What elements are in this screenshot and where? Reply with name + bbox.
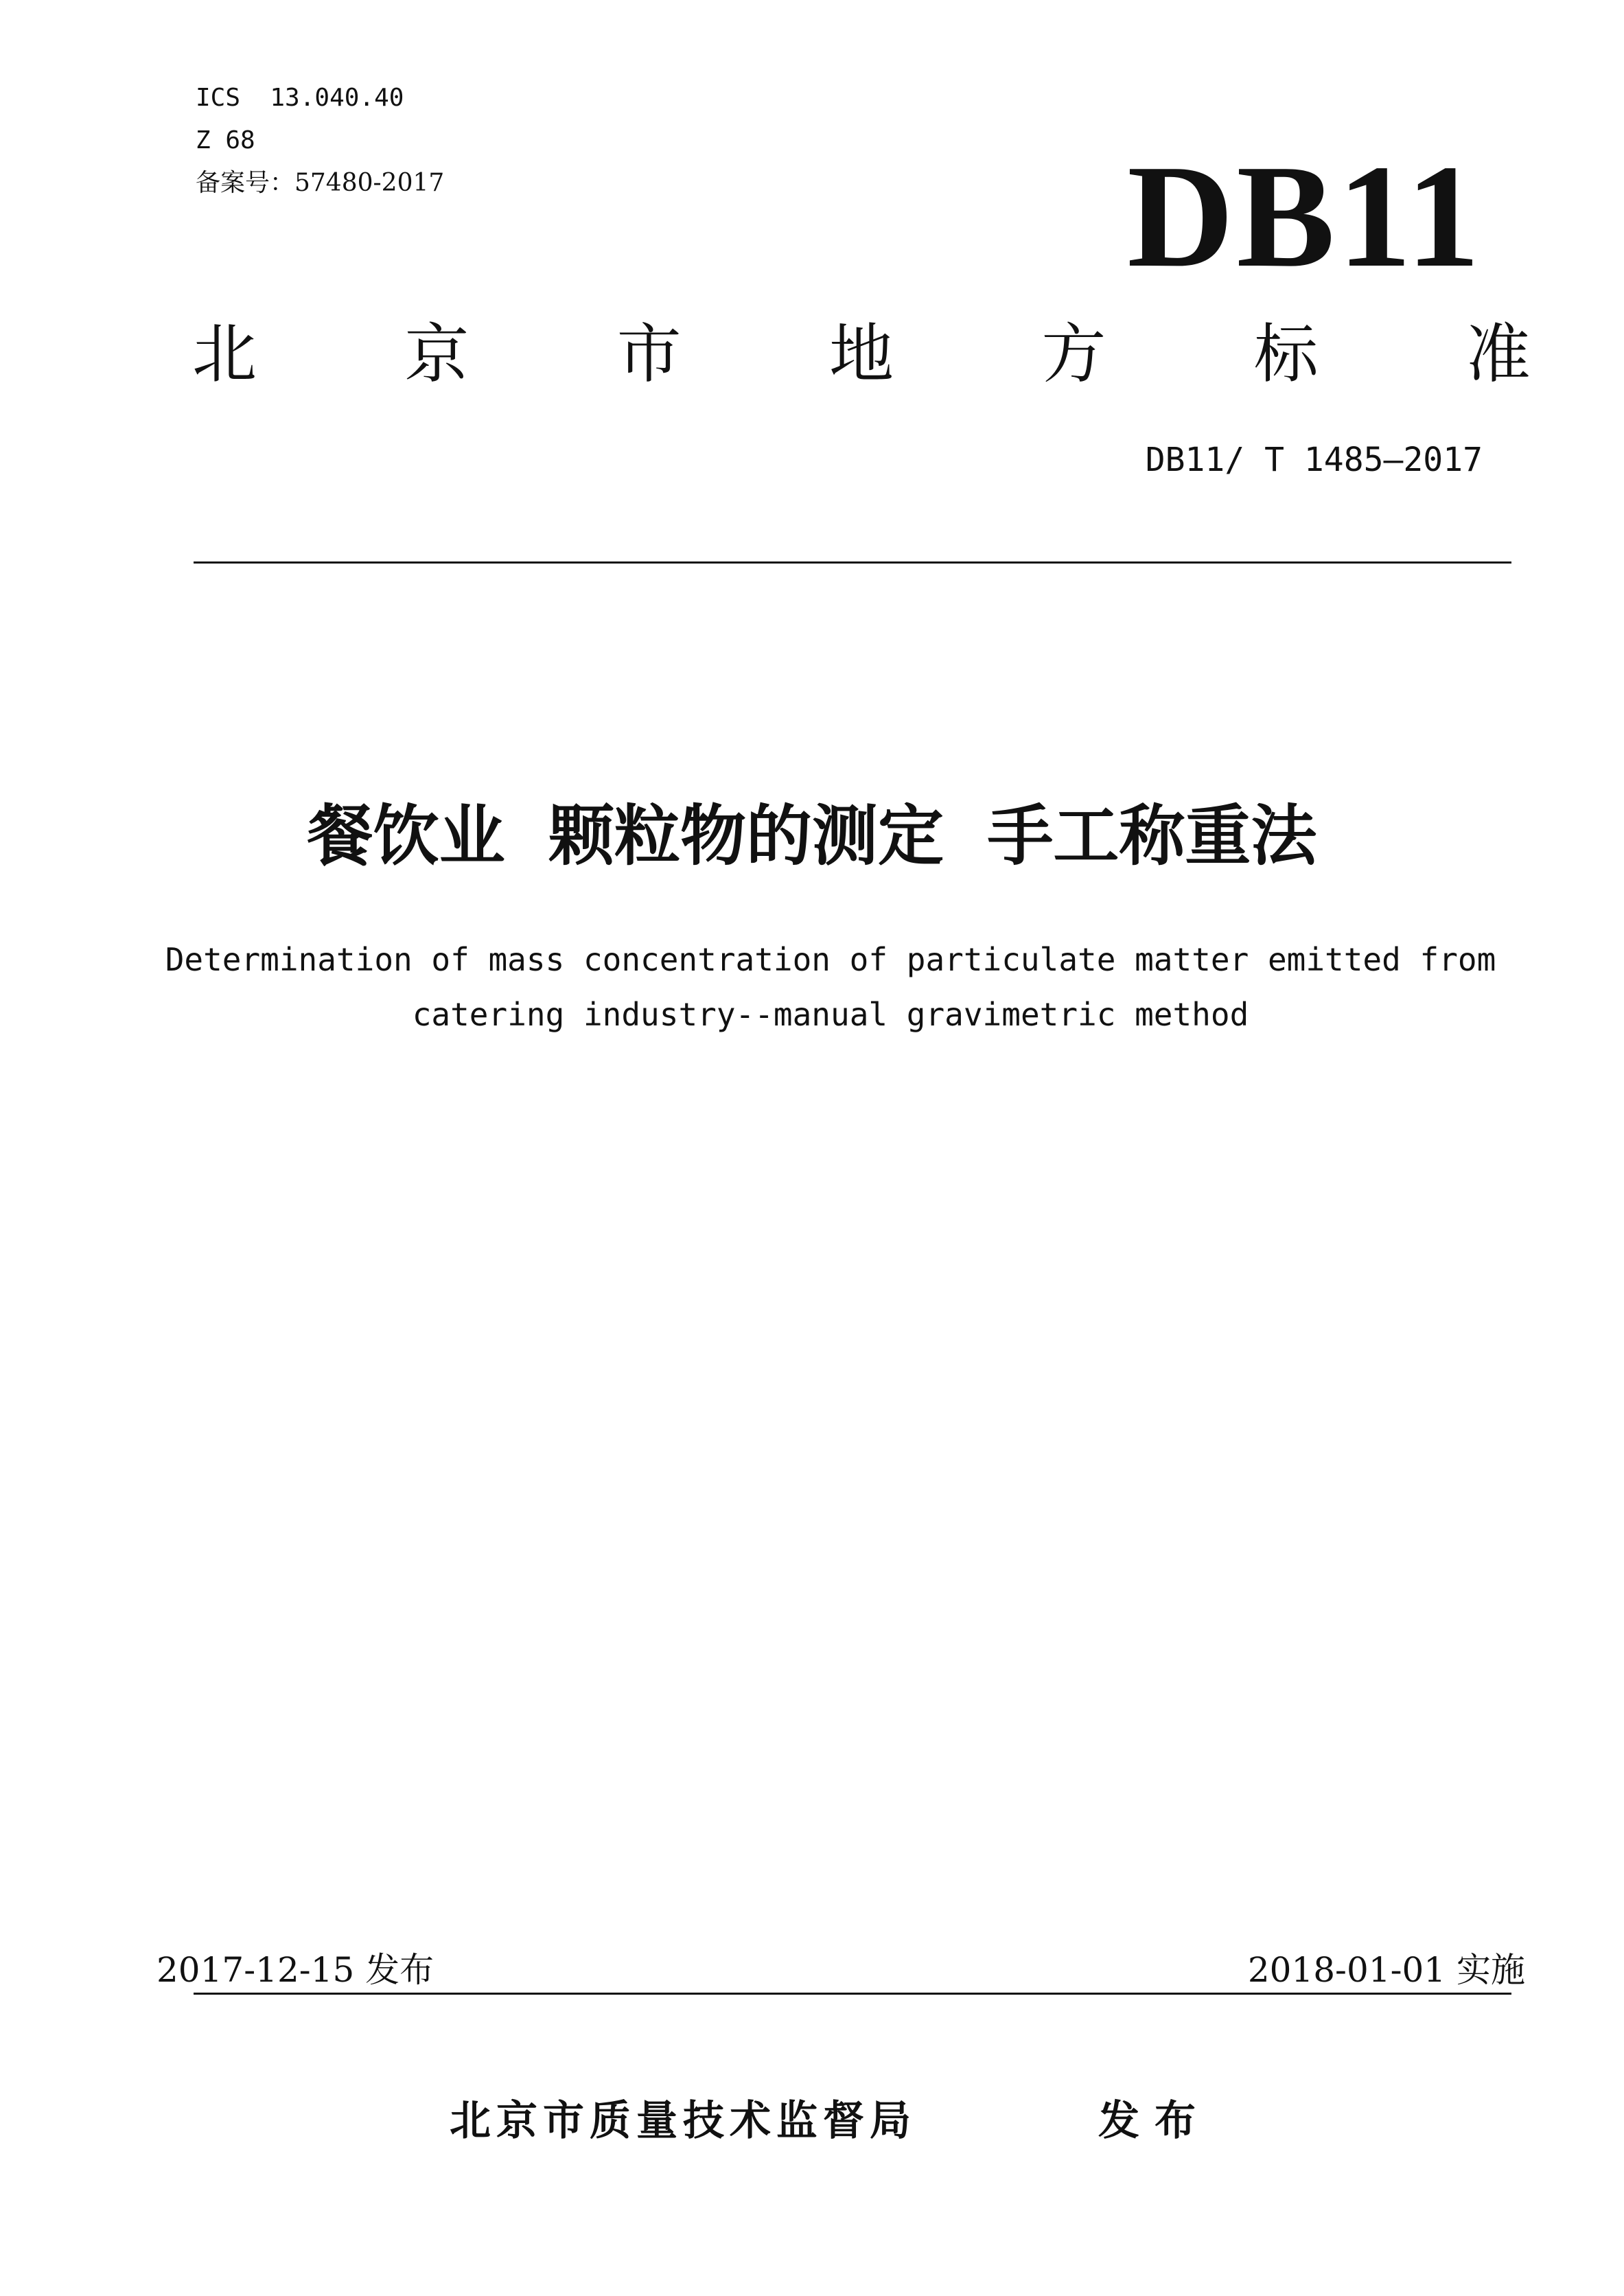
implementation-date: 2018-01-01 实施 <box>1247 1950 1525 1990</box>
standard-type-char: 方 <box>1041 317 1106 392</box>
standard-type-char: 准 <box>1465 317 1531 392</box>
document-title-en-line1: Determination of mass concentration of particulate matter emitted from <box>165 941 1496 978</box>
standard-type-heading <box>192 317 1531 393</box>
ics-code: ICS 13.040.40 <box>196 84 404 112</box>
standard-number: DB11/ T 1485—2017 <box>1145 441 1483 479</box>
header-divider <box>194 561 1511 564</box>
standard-type-char: 市 <box>616 317 682 392</box>
issue-date: 2017-12-15 发布 <box>156 1950 434 1990</box>
standard-type-char: 北 <box>192 317 257 392</box>
ccs-code: Z 68 <box>196 126 255 154</box>
standard-type-char: 地 <box>828 317 894 392</box>
issuing-authority: 北京市质量技术监督局 <box>450 2097 916 2145</box>
document-title-en-line2: catering industry--manual gravimetric method <box>412 996 1249 1033</box>
standard-type-char: 标 <box>1253 317 1319 392</box>
standard-type-char: 京 <box>404 317 469 392</box>
record-number: 备案号：57480-2017 <box>196 169 445 197</box>
document-title-cn: 餐饮业 颗粒物的测定 手工称重法 <box>307 798 1317 874</box>
db11-logo: DB11 <box>1127 134 1483 298</box>
footer-divider <box>194 1993 1511 1995</box>
issue-action-label: 发布 <box>1098 2097 1211 2145</box>
